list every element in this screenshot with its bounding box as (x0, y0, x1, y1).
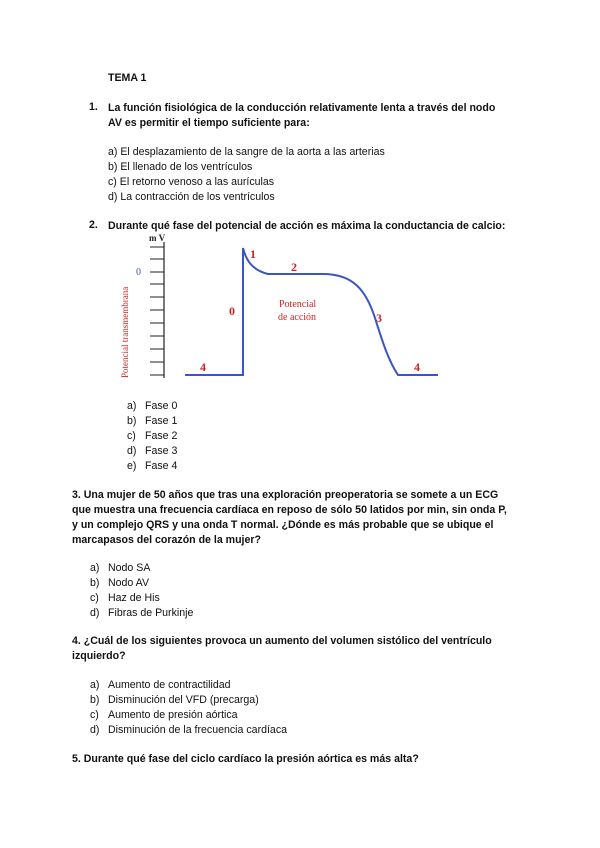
zero-tick-label: 0 (136, 267, 141, 278)
q3-option-a-letter: a) (90, 562, 100, 574)
y-axis-ticks (150, 247, 164, 375)
q2-option-a-text: Fase 0 (145, 400, 178, 412)
q1-text-line1: La función fisiológica de la conducción relativamente lenta a través del nodo (108, 102, 496, 114)
q2-option-b-text: Fase 1 (145, 415, 178, 427)
q4-option-c-letter: c) (90, 709, 99, 721)
unit-label: m V (149, 233, 166, 243)
q1-option-b: b) El llenado de los ventrículos (108, 161, 253, 173)
q3-option-d-text: Fibras de Purkinje (108, 607, 194, 619)
q4-option-d-letter: d) (90, 724, 100, 736)
q2-text-line1: Durante qué fase del potencial de acción es máxima la conductancia de calcio: (108, 220, 506, 232)
phase-3-label: 3 (376, 311, 382, 325)
q3-option-d-letter: d) (90, 607, 100, 619)
q2-number: 2. (89, 219, 98, 231)
q3-option-c-letter: c) (90, 592, 99, 604)
action-potential-figure (110, 230, 450, 390)
q3-text-line4: marcapasos del corazón de la mujer? (72, 534, 261, 546)
q2-option-d-letter: d) (127, 445, 137, 457)
q3-text-line2: que muestra una frecuencia cardíaca en reposo de sólo 50 latidos por min, sin onda P, (72, 504, 507, 516)
phase-2-label: 2 (291, 260, 297, 274)
q3-option-b-letter: b) (90, 577, 100, 589)
q5-text-line1: 5. Durante qué fase del ciclo cardíaco la presión aórtica es más alta? (72, 753, 419, 765)
q4-option-b-letter: b) (90, 694, 100, 706)
q1-number: 1. (89, 101, 98, 113)
q1-text-line2: AV es permitir el tiempo suficiente para: (108, 117, 310, 129)
q4-option-b-text: Disminución del VFD (precarga) (108, 694, 259, 706)
q4-option-d-text: Disminución de la frecuencia cardíaca (108, 724, 288, 736)
q3-option-b-text: Nodo AV (108, 577, 150, 589)
q2-option-e-letter: e) (127, 460, 137, 472)
phase-0-label: 0 (229, 304, 235, 318)
phase-4-left-label: 4 (200, 360, 206, 374)
q1-option-c: c) El retorno venoso a las aurículas (108, 176, 275, 188)
caption-line2: de acción (278, 312, 317, 323)
q3-option-c-text: Haz de His (108, 592, 160, 604)
q2-option-a-letter: a) (127, 400, 137, 412)
phase-1-label: 1 (250, 247, 256, 261)
phase-4-right-label: 4 (414, 360, 420, 374)
q2-option-c-text: Fase 2 (145, 430, 178, 442)
q4-text-line2: izquierdo? (72, 650, 126, 662)
q2-option-b-letter: b) (127, 415, 137, 427)
q3-text-line1: 3. Una mujer de 50 años que tras una exploración preoperatoria se somete a un ECG (72, 489, 499, 501)
q4-option-a-letter: a) (90, 679, 100, 691)
q4-text-line1: 4. ¿Cuál de los siguientes provoca un aumento del volumen sistólico del ventrículo (72, 635, 492, 647)
q2-option-c-letter: c) (127, 430, 136, 442)
q3-text-line3: y un complejo QRS y una onda T normal. ¿Dónde es más probable que se ubique el (72, 519, 494, 531)
q2-option-e-text: Fase 4 (145, 460, 178, 472)
y-axis-label: Potencial transmembrana (120, 286, 130, 378)
q1-option-d: d) La contracción de los ventrículos (108, 191, 275, 203)
q2-option-d-text: Fase 3 (145, 445, 178, 457)
page-title: TEMA 1 (108, 72, 147, 84)
q1-option-a: a) El desplazamiento de la sangre de la aorta a las arterias (108, 146, 385, 158)
q4-option-a-text: Aumento de contractilidad (108, 679, 231, 691)
q4-option-c-text: Aumento de presión aórtica (108, 709, 238, 721)
caption-line1: Potencial (279, 299, 317, 310)
q3-option-a-text: Nodo SA (108, 562, 151, 574)
